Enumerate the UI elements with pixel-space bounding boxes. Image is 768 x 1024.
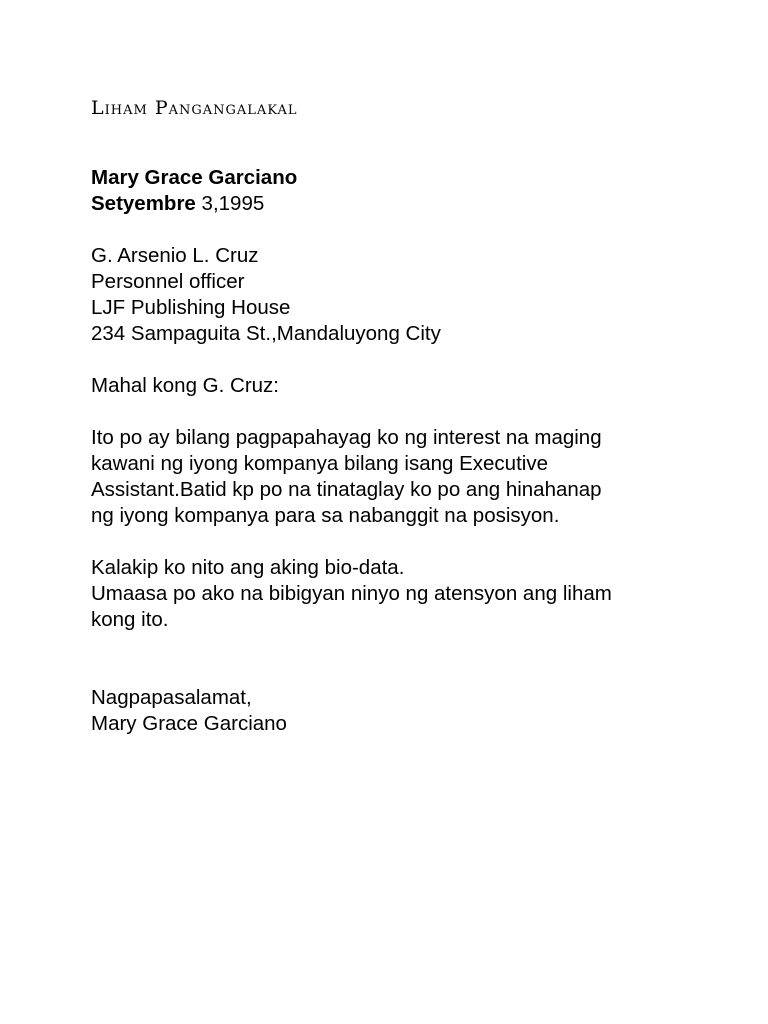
spacer [91, 399, 731, 425]
salutation: Mahal kong G. Cruz: [91, 374, 279, 397]
body-line: Assistant.Batid kp po na tinataglay ko po ang hinahanap [91, 478, 602, 501]
body-line: Ito po ay bilang pagpapahayag ko ng interest na maging [91, 426, 602, 449]
closing-signature: Mary Grace Garciano [91, 712, 287, 735]
recipient-address: 234 Sampaguita St.,Mandaluyong City [91, 322, 441, 345]
letter-body [91, 165, 731, 737]
recipient-position: Personnel officer [91, 270, 245, 293]
body-line: kong ito. [91, 608, 169, 631]
date-month: Setyembre [91, 192, 196, 215]
body-line: ng iyong kompanya para sa nabanggit na posisyon. [91, 504, 560, 527]
letter-date [91, 191, 731, 217]
recipient-name: G. Arsenio L. Cruz [91, 244, 259, 267]
body-line: kawani ng iyong kompanya bilang isang Executive [91, 452, 548, 475]
body-line: Kalakip ko nito ang aking bio-data. [91, 556, 405, 579]
spacer [91, 347, 731, 373]
spacer [91, 633, 731, 685]
recipient-company: LJF Publishing House [91, 296, 291, 319]
date-day-year: 3,1995 [195, 192, 265, 215]
letter-title: Liham Pangangalakal [91, 97, 298, 119]
spacer [91, 529, 731, 555]
sender-name: Mary Grace Garciano [91, 166, 298, 189]
spacer [91, 217, 731, 243]
body-line: Umaasa po ako na bibigyan ninyo ng atensyon ang liham [91, 582, 612, 605]
closing-phrase: Nagpapasalamat, [91, 686, 252, 709]
